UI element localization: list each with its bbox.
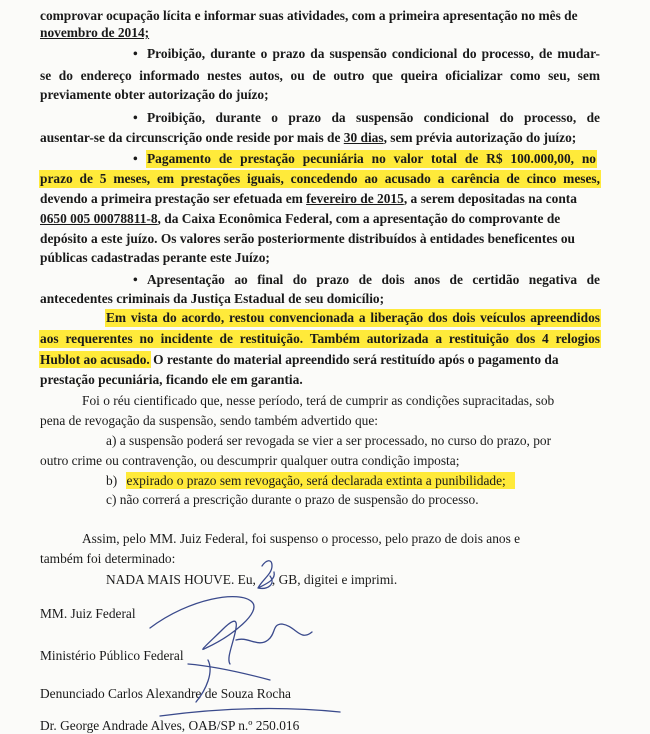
text-line: se do endereço informado nestes autos, ou de outro que queira oficializar como seu, sem	[40, 68, 600, 83]
highlighted-text: Pagamento de prestação pecuniária no valor total de R$ 100.000,00, no	[147, 151, 596, 166]
highlighted-text: Hublot ao acusado.	[40, 352, 150, 367]
text-span: Proibição, durante o prazo da suspensão condicional do processo, de	[147, 110, 600, 125]
text-span: O restante do material apreendido será restituído após o pagamento da	[149, 352, 559, 367]
underlined-text: fevereiro de 2015	[306, 191, 404, 206]
text-span: , GB, digitei e imprimi.	[271, 572, 398, 587]
initials-mark	[258, 561, 274, 589]
signature-stroke	[160, 709, 340, 716]
signature-label: Ministério Público Federal	[40, 648, 184, 663]
highlighted-text: prazo de 5 meses, em prestações iguais, concedendo ao acusado a carência de cinco meses,	[40, 171, 600, 186]
text-line: também foi determinado:	[40, 551, 176, 566]
text-span: NADA MAIS HOUVE. Eu,	[106, 572, 256, 587]
text-line: depósito a este juízo. Os valores serão posteriormente distribuídos à entidades beneficentes ou	[40, 231, 575, 246]
highlighted-text: aos requerentes no incidente de restituição. Também autorizada a restituição dos 4 relogios	[40, 331, 600, 346]
text-span: Proibição, durante o prazo da suspensão condicional do processo, de mudar-	[147, 46, 600, 61]
list-label: b)	[106, 473, 118, 488]
text-line: novembro de 2014;	[40, 25, 150, 40]
account-number: 0650 005 00078811-8	[40, 211, 158, 226]
list-item: a) a suspensão poderá ser revogada se vier a ser processado, no curso do prazo, por	[106, 433, 552, 448]
text-line: Assim, pelo MM. Juiz Federal, foi suspenso o processo, pelo prazo de dois anos e	[82, 531, 521, 546]
text-line: comprovar ocupação lícita e informar suas atividades, com a primeira apresentação no mês de	[40, 8, 578, 23]
signature-label: Denunciado Carlos Alexandre de Souza Rocha	[40, 686, 291, 701]
text-span: , da Caixa Econômica Federal, com a apresentação do comprovante de	[157, 211, 561, 226]
text-span: devendo a primeira prestação ser efetuada em	[40, 191, 307, 206]
text-line: Foi o réu cientificado que, nesse período, terá de cumprir as condições supracitadas, sob	[82, 393, 555, 408]
text-line: outro crime ou contravenção, ou descumprir qualquer outra condição imposta;	[40, 453, 460, 468]
bullet-icon: •	[133, 46, 138, 61]
signature-label: MM. Juiz Federal	[40, 606, 136, 621]
text-span: , a serem depositadas na conta	[403, 191, 577, 206]
text-span: , sem prévia autorização do juízo;	[383, 130, 577, 145]
signature-label: Dr. George Andrade Alves, OAB/SP n.º 250.016	[40, 718, 300, 733]
text-line: públicas cadastradas perante este Juízo;	[40, 250, 270, 265]
text-line: previamente obter autorização do juízo;	[40, 87, 269, 102]
text-span: ausentar-se da circunscrição onde reside por mais de	[40, 130, 344, 145]
text-span: Apresentação ao final do prazo de dois anos de certidão negativa de	[147, 272, 600, 287]
bullet-icon: •	[133, 151, 138, 166]
text-line: prestação pecuniária, ficando ele em garantia.	[40, 372, 303, 387]
bullet-icon: •	[133, 110, 138, 125]
list-item: c) não correrá a prescrição durante o prazo de suspensão do processo.	[106, 492, 479, 507]
judge-signature-flourish	[188, 660, 270, 702]
highlighted-text: Em vista do acordo, restou convencionada a liberação dos dois veículos apreendidos	[106, 310, 600, 325]
highlighted-text: expirado o prazo sem revogação, será declarada extinta a punibilidade;	[127, 473, 514, 488]
bullet-icon: •	[133, 272, 138, 287]
text-line: antecedentes criminais da Justiça Estadual de seu domicílio;	[40, 291, 385, 306]
text-line: pena de revogação da suspensão, sendo também advertido que:	[40, 413, 378, 428]
judge-signature	[150, 597, 312, 664]
underlined-text: 30 dias	[343, 130, 384, 145]
